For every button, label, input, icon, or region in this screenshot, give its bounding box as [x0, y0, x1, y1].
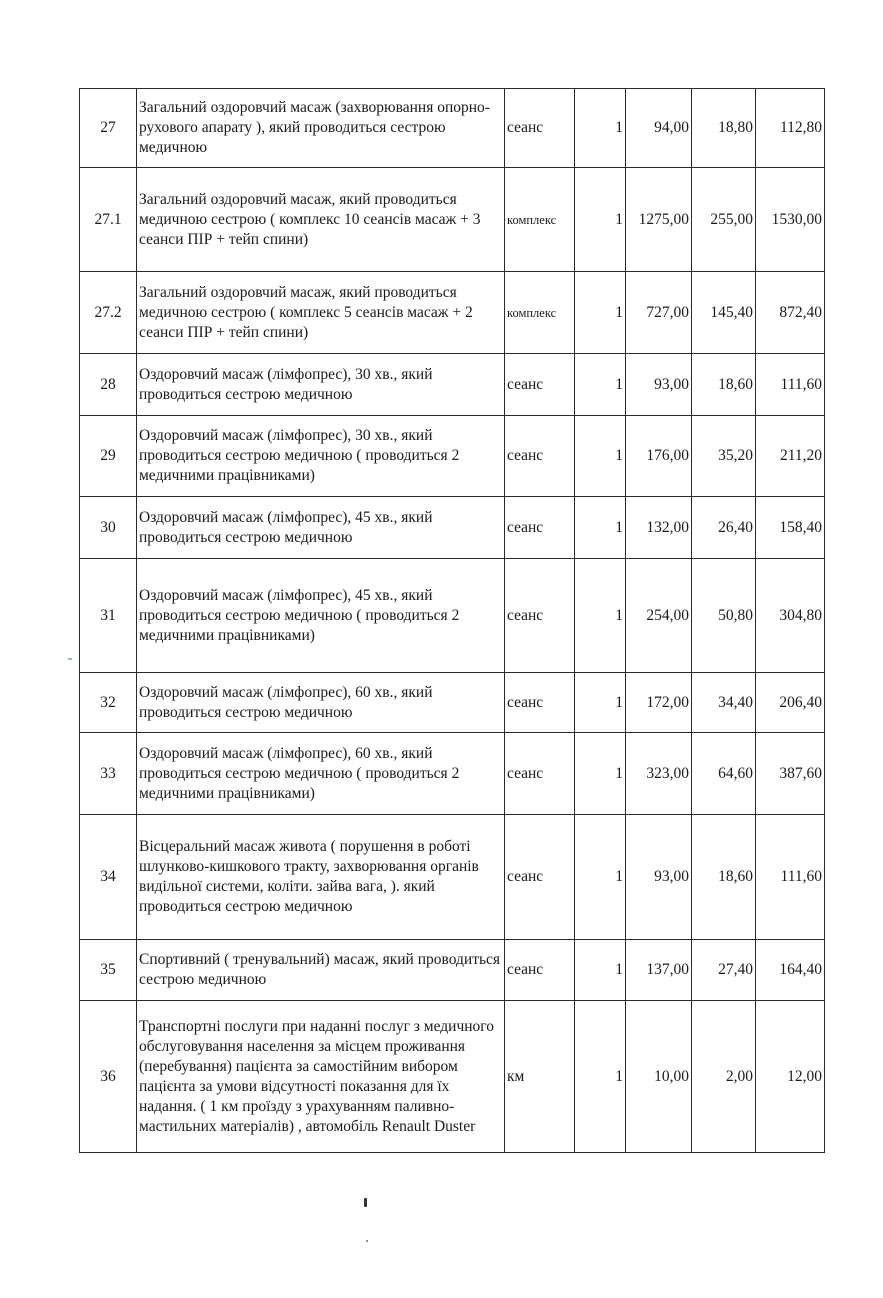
table-row: [80, 497, 825, 559]
unit-cell: комплекс: [505, 168, 575, 272]
table-row: [80, 815, 825, 940]
quantity-cell: 1: [575, 815, 626, 940]
unit-cell: сеанс: [505, 673, 575, 733]
service-description: Оздоровчий масаж (лімфопрес), 60 хв., який проводиться сестрою медичною ( проводиться 2 медичними працівниками): [137, 733, 505, 815]
service-description: Вісцеральний масаж живота ( порушення в роботі шлунково-кишкового тракту, захворювання органів видільної системи, коліти. зайва вага, ). який проводиться сестрою медичною: [137, 815, 505, 940]
scan-mark: [364, 1198, 367, 1207]
service-description: Оздоровчий масаж (лімфопрес), 30 хв., який проводиться сестрою медичною ( проводиться 2 медичними працівниками): [137, 416, 505, 497]
row-number: 34: [80, 815, 137, 940]
row-number: 30: [80, 497, 137, 559]
quantity-cell: 1: [575, 416, 626, 497]
table-row: [80, 416, 825, 497]
quantity-cell: 1: [575, 559, 626, 673]
table-row: [80, 168, 825, 272]
unit-cell: сеанс: [505, 89, 575, 168]
row-number: 28: [80, 354, 137, 416]
cost-cell: 176,00: [626, 416, 692, 497]
service-description: Оздоровчий масаж (лімфопрес), 45 хв., який проводиться сестрою медичною: [137, 497, 505, 559]
cost-cell: 1275,00: [626, 168, 692, 272]
cost-cell: 132,00: [626, 497, 692, 559]
service-description: Загальний оздоровчий масаж (захворювання опорно-рухового апарату ), який проводиться сестрою медичною: [137, 89, 505, 168]
total-cell: 111,60: [756, 354, 825, 416]
row-number: 27.2: [80, 272, 137, 354]
vat-cell: 27,40: [692, 940, 756, 1001]
total-cell: 164,40: [756, 940, 825, 1001]
table-row: [80, 1001, 825, 1153]
row-number: 31: [80, 559, 137, 673]
vat-cell: 145,40: [692, 272, 756, 354]
vat-cell: 35,20: [692, 416, 756, 497]
service-description: Транспортні послуги при наданні послуг з медичного обслуговування населення за місцем проживання (перебування) пацієнта за самостійним вибором пацієнта за умови відсутності показання для їх надання. ( 1 км проїзду з урахуванням паливно-мастильних матеріалів) , автомобіль Renault Duster: [137, 1001, 505, 1153]
row-number: 33: [80, 733, 137, 815]
row-number: 29: [80, 416, 137, 497]
row-number: 35: [80, 940, 137, 1001]
table-row: [80, 89, 825, 168]
price-table: [79, 88, 825, 1153]
table-row: [80, 272, 825, 354]
vat-cell: 50,80: [692, 559, 756, 673]
quantity-cell: 1: [575, 89, 626, 168]
vat-cell: 255,00: [692, 168, 756, 272]
row-number: 27: [80, 89, 137, 168]
cost-cell: 172,00: [626, 673, 692, 733]
cost-cell: 727,00: [626, 272, 692, 354]
total-cell: 387,60: [756, 733, 825, 815]
row-number: 32: [80, 673, 137, 733]
total-cell: 304,80: [756, 559, 825, 673]
total-cell: 111,60: [756, 815, 825, 940]
unit-cell: сеанс: [505, 940, 575, 1001]
unit-cell: км: [505, 1001, 575, 1153]
total-cell: 12,00: [756, 1001, 825, 1153]
unit-cell: сеанс: [505, 416, 575, 497]
vat-cell: 18,60: [692, 815, 756, 940]
quantity-cell: 1: [575, 733, 626, 815]
cost-cell: 93,00: [626, 354, 692, 416]
unit-cell: сеанс: [505, 559, 575, 673]
unit-cell: сеанс: [505, 815, 575, 940]
total-cell: 158,40: [756, 497, 825, 559]
total-cell: 112,80: [756, 89, 825, 168]
unit-cell: сеанс: [505, 733, 575, 815]
service-description: Загальний оздоровчий масаж, який проводиться медичною сестрою ( комплекс 5 сеансів масаж + 2 сеанси ПІР + тейп спини): [137, 272, 505, 354]
vat-cell: 18,60: [692, 354, 756, 416]
cost-cell: 94,00: [626, 89, 692, 168]
vat-cell: 34,40: [692, 673, 756, 733]
vat-cell: 2,00: [692, 1001, 756, 1153]
table-row: [80, 559, 825, 673]
scan-speck: [68, 658, 72, 660]
table-row: [80, 940, 825, 1001]
cost-cell: 137,00: [626, 940, 692, 1001]
quantity-cell: 1: [575, 497, 626, 559]
quantity-cell: 1: [575, 673, 626, 733]
price-table-body: [80, 89, 825, 1153]
cost-cell: 254,00: [626, 559, 692, 673]
quantity-cell: 1: [575, 940, 626, 1001]
table-row: [80, 733, 825, 815]
quantity-cell: 1: [575, 354, 626, 416]
unit-cell: сеанс: [505, 354, 575, 416]
quantity-cell: 1: [575, 1001, 626, 1153]
total-cell: 211,20: [756, 416, 825, 497]
quantity-cell: 1: [575, 168, 626, 272]
cost-cell: 10,00: [626, 1001, 692, 1153]
table-row: [80, 673, 825, 733]
row-number: 36: [80, 1001, 137, 1153]
unit-cell: сеанс: [505, 497, 575, 559]
vat-cell: 64,60: [692, 733, 756, 815]
total-cell: 1530,00: [756, 168, 825, 272]
service-description: Оздоровчий масаж (лімфопрес), 60 хв., який проводиться сестрою медичною: [137, 673, 505, 733]
table-row: [80, 354, 825, 416]
vat-cell: 18,80: [692, 89, 756, 168]
service-description: Спортивний ( тренувальний) масаж, який проводиться сестрою медичною: [137, 940, 505, 1001]
total-cell: 872,40: [756, 272, 825, 354]
total-cell: 206,40: [756, 673, 825, 733]
service-description: Загальний оздоровчий масаж, який проводиться медичною сестрою ( комплекс 10 сеансів масаж + 3 сеанси ПІР + тейп спини): [137, 168, 505, 272]
service-description: Оздоровчий масаж (лімфопрес), 45 хв., який проводиться сестрою медичною ( проводиться 2 медичними працівниками): [137, 559, 505, 673]
row-number: 27.1: [80, 168, 137, 272]
scan-mark: [366, 1240, 368, 1242]
unit-cell: комплекс: [505, 272, 575, 354]
cost-cell: 93,00: [626, 815, 692, 940]
service-description: Оздоровчий масаж (лімфопрес), 30 хв., який проводиться сестрою медичною: [137, 354, 505, 416]
quantity-cell: 1: [575, 272, 626, 354]
vat-cell: 26,40: [692, 497, 756, 559]
cost-cell: 323,00: [626, 733, 692, 815]
